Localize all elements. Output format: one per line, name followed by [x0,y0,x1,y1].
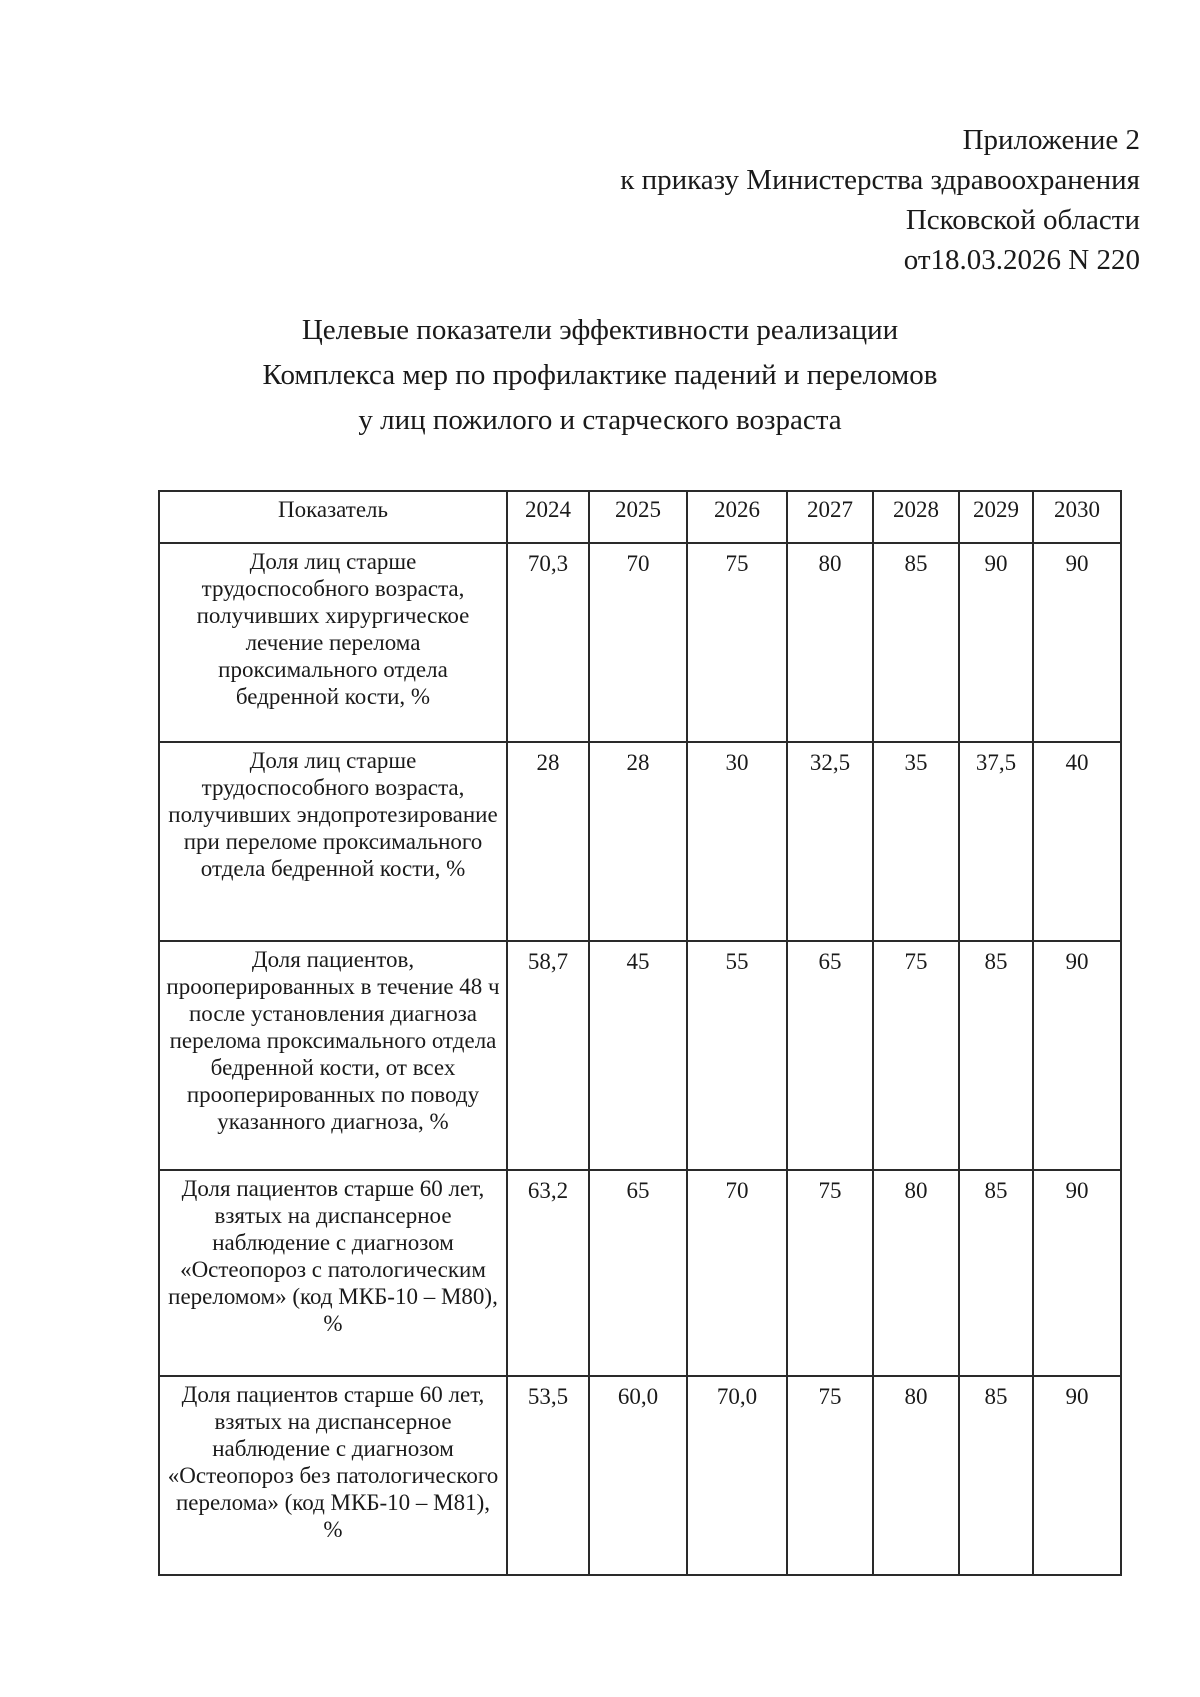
indicator-value: 70 [589,543,687,742]
indicator-value: 75 [873,941,959,1170]
indicator-value: 63,2 [507,1170,589,1376]
indicator-value: 30 [687,742,787,941]
indicator-name: Доля лиц старше трудоспособного возраста, получивших хирургическое лечение перелома проксимального отдела бедренной кости, % [159,543,507,742]
column-header-year: 2029 [959,491,1033,543]
appendix-header [620,120,1140,280]
indicator-value: 60,0 [589,1376,687,1575]
indicator-value: 28 [507,742,589,941]
column-header-year: 2024 [507,491,589,543]
indicator-value: 70 [687,1170,787,1376]
indicator-value: 85 [873,543,959,742]
column-header-indicator: Показатель [159,491,507,543]
indicator-value: 55 [687,941,787,1170]
appendix-order-ref: к приказу Министерства здравоохранения [620,164,1140,196]
indicator-value: 37,5 [959,742,1033,941]
indicator-value: 70,0 [687,1376,787,1575]
indicator-value: 70,3 [507,543,589,742]
indicator-value: 75 [687,543,787,742]
appendix-date-number: от18.03.2026 N 220 [903,244,1140,276]
table-row [159,1170,1121,1376]
indicator-name: Доля лиц старше трудоспособного возраста, получивших эндопротезирование при переломе проксимального отдела бедренной кости, % [159,742,507,941]
indicator-value: 45 [589,941,687,1170]
indicator-value: 85 [959,1376,1033,1575]
indicator-value: 53,5 [507,1376,589,1575]
indicator-value: 28 [589,742,687,941]
indicator-value: 90 [1033,543,1121,742]
table-row [159,1376,1121,1575]
table-row [159,742,1121,941]
column-header-year: 2030 [1033,491,1121,543]
indicator-value: 90 [1033,941,1121,1170]
column-header-year: 2027 [787,491,873,543]
indicator-value: 90 [1033,1376,1121,1575]
indicator-name: Доля пациентов старше 60 лет, взятых на диспансерное наблюдение с диагнозом «Остеопороз без патологического перелома» (код МКБ-10 – М81), % [159,1376,507,1575]
indicator-value: 80 [873,1376,959,1575]
document-title [0,308,1200,443]
indicator-value: 80 [873,1170,959,1376]
indicator-value: 85 [959,941,1033,1170]
indicator-value: 90 [959,543,1033,742]
indicator-value: 75 [787,1376,873,1575]
indicator-value: 85 [959,1170,1033,1376]
indicator-value: 80 [787,543,873,742]
title-line-1: Целевые показатели эффективности реализации [301,314,899,346]
indicator-value: 65 [589,1170,687,1376]
indicator-value: 75 [787,1170,873,1376]
indicator-value: 90 [1033,1170,1121,1376]
appendix-number: Приложение 2 [962,124,1140,156]
indicators-table [158,490,1122,1576]
title-line-3: у лиц пожилого и старческого возраста [358,404,842,436]
indicator-value: 35 [873,742,959,941]
indicator-value: 65 [787,941,873,1170]
indicator-value: 58,7 [507,941,589,1170]
table-row [159,543,1121,742]
indicator-value: 32,5 [787,742,873,941]
appendix-region: Псковской области [905,204,1140,236]
indicator-name: Доля пациентов старше 60 лет, взятых на диспансерное наблюдение с диагнозом «Остеопороз с патологическим переломом» (код МКБ-10 – М80), % [159,1170,507,1376]
column-header-year: 2025 [589,491,687,543]
table-header-row [159,491,1121,543]
column-header-year: 2026 [687,491,787,543]
indicator-name: Доля пациентов, прооперированных в течение 48 ч после установления диагноза перелома проксимального отдела бедренной кости, от всех прооперированных по поводу указанного диагноза, % [159,941,507,1170]
title-line-2: Комплекса мер по профилактике падений и переломов [262,359,938,391]
indicator-value: 40 [1033,742,1121,941]
column-header-year: 2028 [873,491,959,543]
table-row [159,941,1121,1170]
